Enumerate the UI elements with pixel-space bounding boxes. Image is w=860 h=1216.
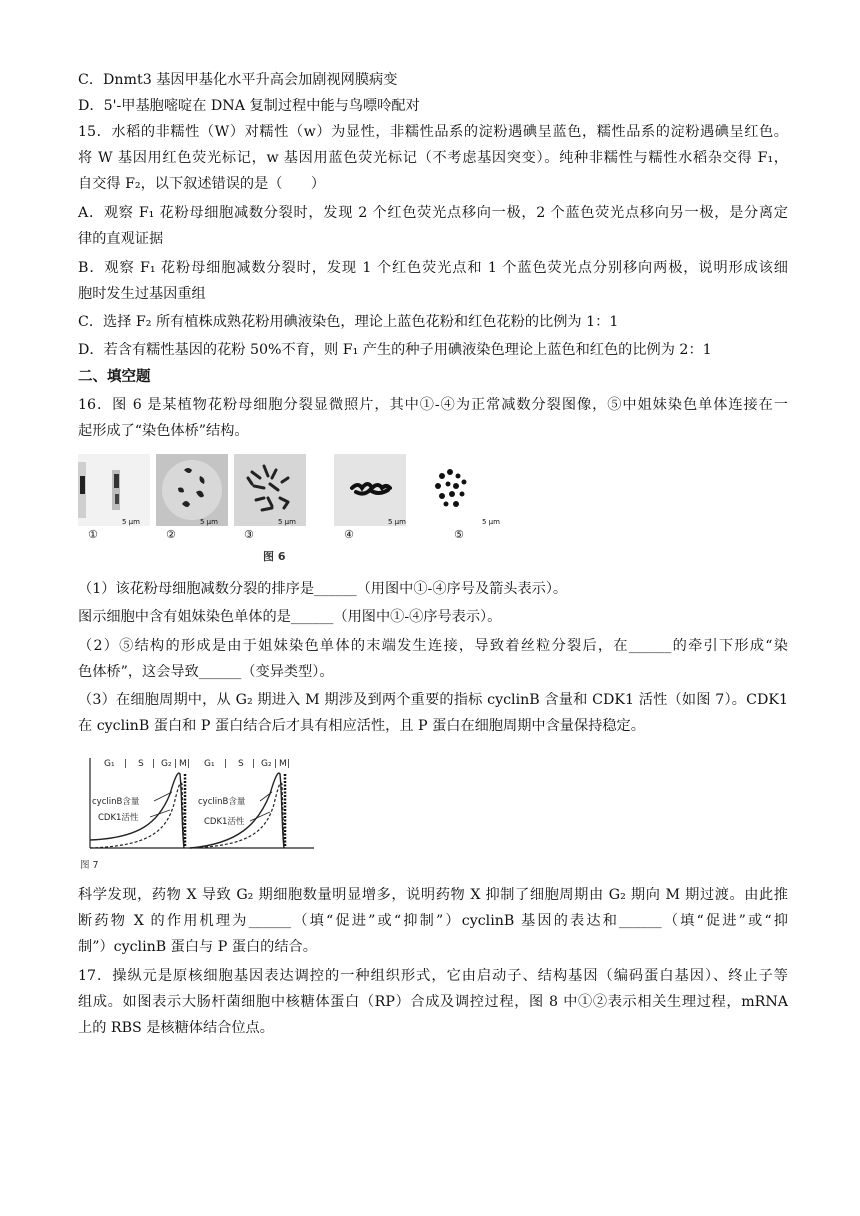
figure-7 [78,744,318,872]
scale-bar-4: 5 μm [388,518,406,526]
question-16-part-3-line-1: （3）在细胞周期中，从 G₂ 期进入 M 期涉及到两个重要的指标 cyclinB 含量和 CDK1 活性（如图 7）。CDK1 [78,692,788,708]
option-15d: D．若含有糯性基因的花粉 50%不育，则 F₁ 产生的种子用碘液染色理论上蓝色和红色的比例为 2：1 [78,342,712,358]
micrograph-1 [78,454,150,526]
svg-text:|: | [152,759,156,769]
option-15a-line-1: A．观察 F₁ 花粉母细胞减数分裂时，发现 2 个红色荧光点移向一极，2 个蓝色荧光点移向另一极，是分离定 [78,205,788,221]
question-16-part-3-line-3: 科学发现，药物 X 导致 G₂ 期细胞数量明显增多，说明药物 X 抑制了细胞周期由 G₂ 期向 M 期过渡。由此推 [78,887,788,903]
svg-text:|: | [124,759,128,769]
scale-bar-2: 5 μm [200,518,218,526]
svg-text:|: | [224,759,228,769]
legend-cyclinb: cyclinB含量 [92,797,140,807]
question-17-line-2: 组成。如图表示大肠杆菌细胞中核糖体蛋白（RP）合成及调控过程，图 8 中①②表示相关生理过程，mRNA [78,994,788,1010]
figure-6-caption: 图 6 [263,550,286,563]
figure-7-caption: 图 7 [80,860,99,871]
micrograph-2 [156,454,228,526]
question-15-line-1: 15．水稻的非糯性（W）对糯性（w）为显性，非糯性品系的淀粉遇碘呈蓝色，糯性品系的淀粉遇碘呈红色。 [78,124,788,140]
scale-bar-1: 5 μm [122,518,140,526]
micrograph-5 [418,454,490,526]
question-16-part-1: （1）该花粉母细胞减数分裂的排序是______（用图中①-④序号及箭头表示）。 [78,581,568,597]
phase-label-g1-b: G₁ [204,759,215,769]
phase-label-g1-a: G₁ [104,759,115,769]
question-16-part-2-line-2: 色体桥”，这会导致______（变异类型）。 [78,664,334,680]
section-heading: 二、填空题 [78,369,151,385]
figure-6-label-3: ③ [244,528,254,541]
legend-cyclinb-2: cyclinB含量 [198,797,246,807]
option-15a-line-2: 律的直观证据 [78,231,164,247]
question-16-part-3-line-2: 在 cyclinB 蛋白和 P 蛋白结合后才具有相应活性，且 P 蛋白在细胞周期中含量保持稳定。 [78,718,645,734]
phase-label-s-b: S [238,759,244,769]
question-17-line-1: 17．操纵元是原核细胞基因表达调控的一种组织形式，它由启动子、结构基因（编码蛋白基因）、终止子等 [78,968,788,984]
svg-text:|: | [287,759,291,769]
phase-label-g2-b: G₂ [261,759,272,769]
scale-bar-5: 5 μm [482,518,500,526]
cyclinb-curve-2 [190,773,284,848]
question-15-line-3: 自交得 F₂，以下叙述错误的是（ ） [78,176,326,192]
option-15c: C．选择 F₂ 所有植株成熟花粉用碘液染色，理论上蓝色花粉和红色花粉的比例为 1：1 [78,314,619,330]
svg-text:|: | [174,759,178,769]
figure-6-label-5: ⑤ [454,528,464,541]
legend-cdk1: CDK1活性 [98,813,139,823]
figure-6 [78,452,500,570]
option-14c: C．Dnmt3 基因甲基化水平升高会加剧视网膜病变 [78,72,398,88]
phase-label-s-a: S [138,759,144,769]
question-16-part-3-line-4: 断药物 X 的作用机理为______（填“促进”或“抑制”）cyclinB 基因的表达和______（填“促进”或“抑 [78,913,788,929]
svg-text:|: | [187,759,191,769]
phase-label-m-a: M [179,759,187,769]
cyclinb-curve-1 [90,773,184,848]
figure-6-label-2: ② [166,528,176,541]
question-16-part-1-b: 图示细胞中含有姐妹染色单体的是______（用图中①-④序号表示）。 [78,609,502,625]
question-16-part-3-line-5: 制”）cyclinB 蛋白与 P 蛋白的结合。 [78,939,317,955]
legend-cdk1-2: CDK1活性 [204,817,245,827]
option-14d: D．5'-甲基胞嘧啶在 DNA 复制过程中能与鸟嘌呤配对 [78,98,420,114]
phase-label-g2-a: G₂ [161,759,172,769]
question-16-part-2-line-1: （2）⑤结构的形成是由于姐妹染色单体的末端发生连接，导致着丝粒分裂后，在______的牵引下形成“染 [78,638,788,654]
question-16-line-2: 起形成了“染色体桥”结构。 [78,423,249,439]
svg-text:|: | [252,759,256,769]
option-15b-line-2: 胞时发生过基因重组 [78,286,206,302]
question-17-line-3: 上的 RBS 是核糖体结合位点。 [78,1020,274,1036]
micrograph-4 [334,454,406,526]
svg-text:|: | [274,759,278,769]
scale-bar-3: 5 μm [278,518,296,526]
question-16-line-1: 16．图 6 是某植物花粉母细胞分裂显微照片，其中①-④为正常减数分裂图像，⑤中姐妹染色单体连接在一 [78,397,788,413]
figure-6-label-1: ① [88,528,98,541]
micrograph-3 [234,454,306,526]
phase-label-m-b: M [279,759,287,769]
option-15b-line-1: B．观察 F₁ 花粉母细胞减数分裂时，发现 1 个红色荧光点和 1 个蓝色荧光点分别移向两极，说明形成该细 [78,260,788,276]
question-15-line-2: 将 W 基因用红色荧光标记，w 基因用蓝色荧光标记（不考虑基因突变）。纯种非糯性与糯性水稻杂交得 F₁， [78,150,788,166]
figure-6-label-4: ④ [344,528,354,541]
